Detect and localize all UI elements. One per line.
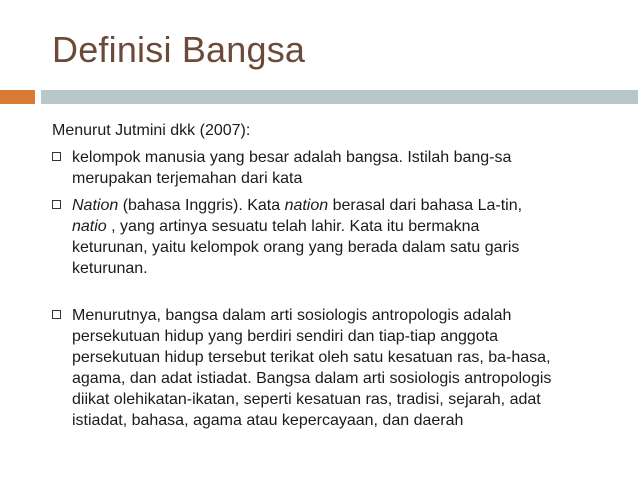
bullet-2-line-1: [72, 195, 600, 216]
square-bullet-icon: [52, 200, 61, 209]
bullet-2-text-b: berasal dari bahasa La-tin,: [328, 197, 523, 214]
intro-text: Menurut Jutmini dkk (2007):: [52, 122, 251, 139]
bullet-2-line-3: keturunan, yaitu kelompok orang yang berada dalam satu garis: [72, 239, 520, 256]
term-nation: Nation: [72, 197, 119, 214]
divider-main-segment: [41, 90, 638, 104]
term-nation-lower: nation: [284, 197, 329, 214]
bullet-3-line-1: Menurutnya, bangsa dalam arti sosiologis antropologis adalah: [72, 307, 512, 324]
bullet-item-3: [52, 305, 600, 431]
square-bullet-icon: [52, 310, 61, 319]
bullet-3-line-4: agama, dan adat istiadat. Bangsa dalam arti sosiologis antropologis: [72, 370, 552, 387]
bullet-3-line-6: istiadat, bahasa, agama atau kepercayaan, dan daerah: [72, 412, 464, 429]
bullet-3-line-2: persekutuan hidup yang berdiri sendiri dan tiap-tiap anggota: [72, 328, 499, 345]
bullet-1-line-2: merupakan terjemahan dari kata: [72, 170, 303, 187]
bullet-item-1: [52, 147, 600, 189]
square-bullet-icon: [52, 152, 61, 161]
bullet-3-line-3: persekutuan hidup tersebut terikat oleh satu kesatuan ras, ba-hasa,: [72, 349, 551, 366]
slide-content: [52, 120, 600, 437]
slide-title: Definisi Bangsa: [52, 29, 306, 70]
bullet-2-text-c: , yang artinya sesuatu telah lahir. Kata itu bermakna: [106, 218, 480, 235]
title-divider: [0, 90, 638, 104]
divider-accent-segment: [0, 90, 35, 104]
bullet-2-text-a: (bahasa Inggris). Kata: [118, 197, 285, 214]
bullet-2-line-2: [72, 216, 600, 237]
term-natio: natio: [72, 218, 107, 235]
bullet-2-line-4: keturunan.: [72, 260, 148, 277]
bullet-1-line-1: kelompok manusia yang besar adalah bangsa. Istilah bang-sa: [72, 149, 512, 166]
bullet-item-2: [52, 195, 600, 279]
bullet-3-line-5: diikat olehikatan-ikatan, seperti kesatuan ras, tradisi, sejarah, adat: [72, 391, 541, 408]
